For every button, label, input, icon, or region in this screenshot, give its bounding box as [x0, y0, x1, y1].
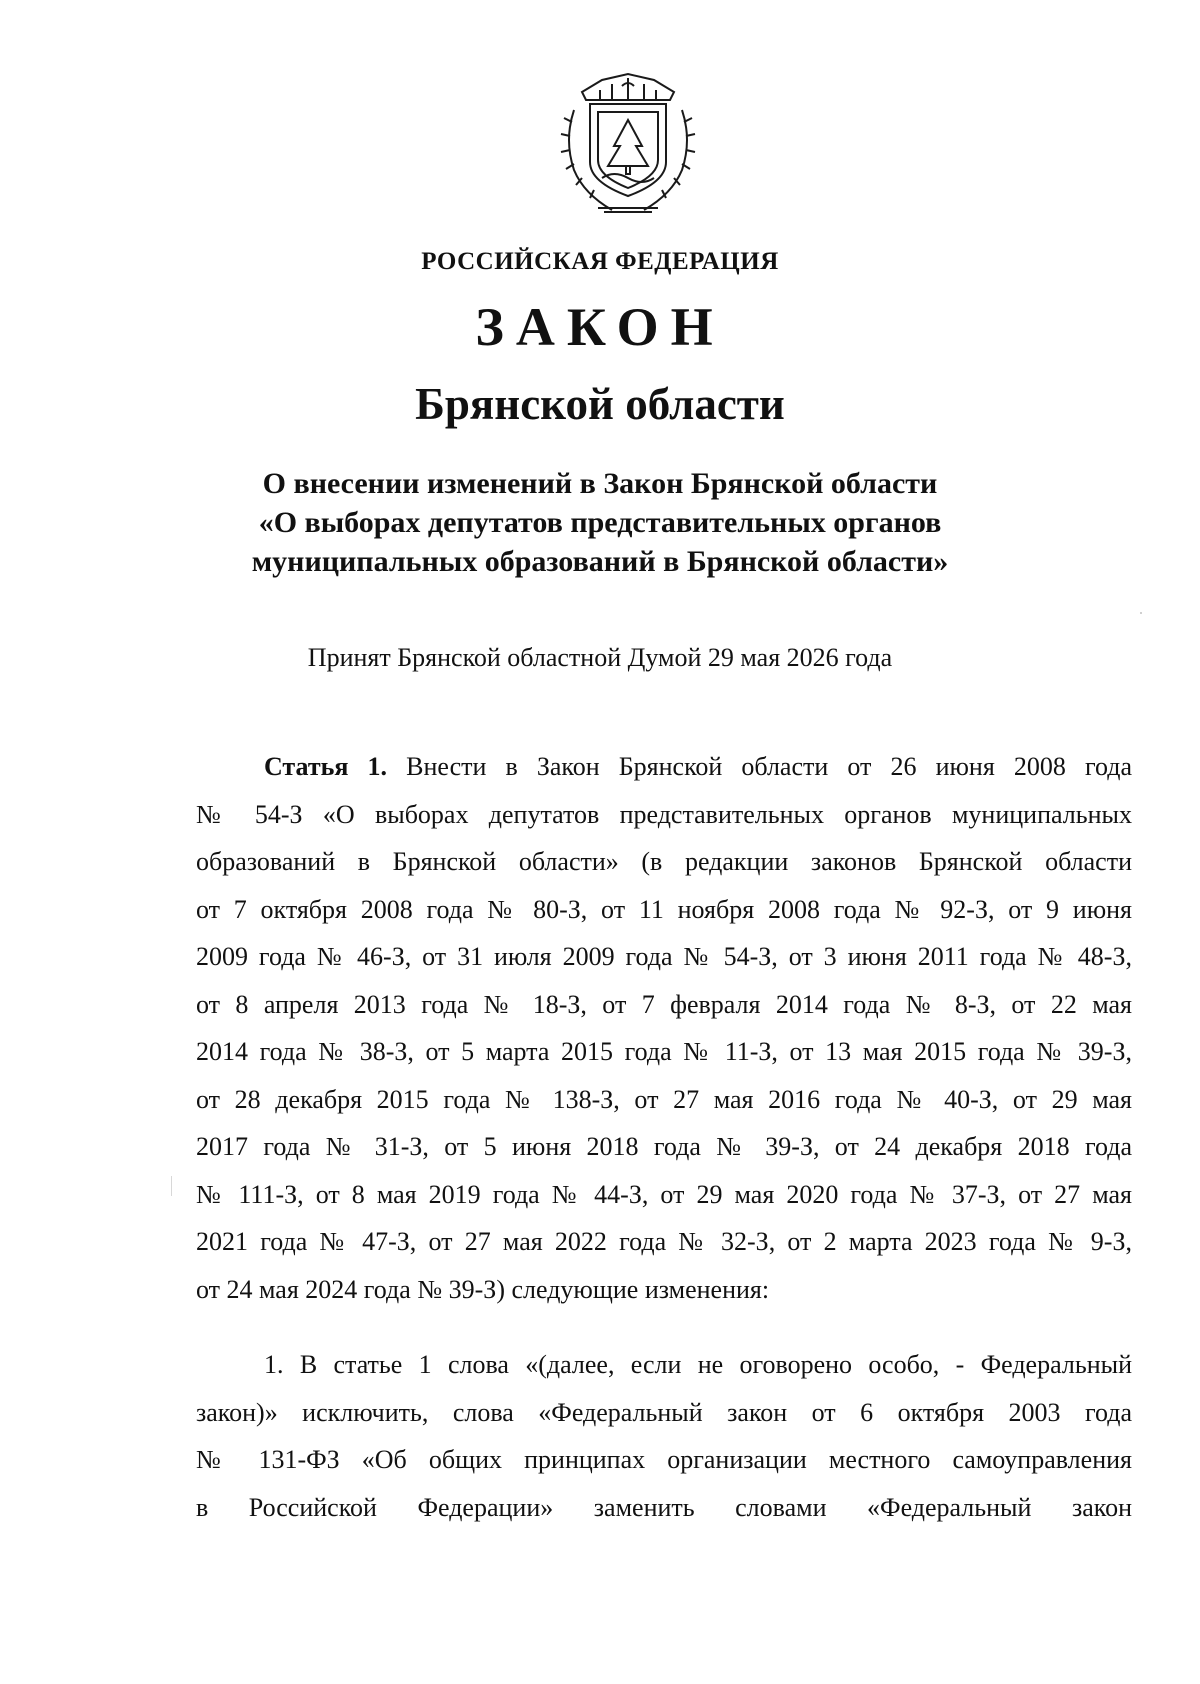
article-1-line: от 24 мая 2024 года № 39-З) следующие изменения: [196, 1274, 770, 1304]
law-title-line: «О выборах депутатов представительных органов [258, 506, 942, 539]
federation-heading: РОССИЙСКАЯ ФЕДЕРАЦИЯ [421, 248, 779, 275]
article-1-paragraph [196, 743, 1132, 1313]
article-1-line: № 111-З, от 8 мая 2019 года № 44-З, от 29 мая 2020 года № 37-З, от 27 мая [196, 1179, 1132, 1209]
article-1-line: 2009 года № 46-З, от 31 июля 2009 года № 54-З, от 3 июня 2011 года № 48-З, [196, 942, 1132, 971]
scan-speck [1140, 612, 1142, 614]
item-1-line: в Российской Федерации» заменить словами «Федеральный закон [196, 1492, 1132, 1522]
article-1-line-text: Внести в Закон Брянской области от 26 июня 2008 года [406, 752, 1133, 781]
scan-margin-mark [171, 1176, 172, 1196]
law-title-line: муниципальных образований в Брянской области» [251, 545, 949, 578]
article-1-line [196, 743, 1132, 791]
article-1-line: 2021 года № 47-З, от 27 мая 2022 года № 32-З, от 2 марта 2023 года № 9-З, [196, 1227, 1132, 1256]
law-heading: ЗАКОН [475, 297, 725, 357]
adoption-note: Принят Брянской областной Думой 29 мая 2026 года [307, 643, 893, 672]
article-label: Статья 1. [264, 752, 388, 781]
item-1-paragraph [196, 1341, 1132, 1531]
article-1-line: 2017 года № 31-З, от 5 июня 2018 года № 39-З, от 24 декабря 2018 года [196, 1132, 1132, 1161]
article-1-line: от 28 декабря 2015 года № 138-З, от 27 мая 2016 года № 40-З, от 29 мая [196, 1084, 1132, 1114]
coat-of-arms-bryansk-icon [552, 70, 704, 220]
item-1-line: № 131-ФЗ «Об общих принципах организации местного самоуправления [196, 1445, 1132, 1474]
law-title-line: О внесении изменений в Закон Брянской области [262, 467, 938, 500]
article-1-line: 2014 года № 38-З, от 5 марта 2015 года № 11-З, от 13 мая 2015 года № 39-З, [196, 1037, 1132, 1066]
article-1-line: от 7 октября 2008 года № 80-З, от 11 ноября 2008 года № 92-З, от 9 июня [196, 894, 1132, 924]
region-heading: Брянской области [415, 379, 785, 429]
article-1-line: № 54-З «О выборах депутатов представительных органов муниципальных [196, 799, 1132, 829]
item-1-line: 1. В статье 1 слова «(далее, если не оговорено особо, - Федеральный [264, 1350, 1132, 1379]
item-1-line: закон)» исключить, слова «Федеральный закон от 6 октября 2003 года [196, 1397, 1132, 1427]
article-1-line: от 8 апреля 2013 года № 18-З, от 7 февраля 2014 года № 8-З, от 22 мая [196, 989, 1132, 1019]
law-title [0, 464, 1200, 581]
article-1-line: образований в Брянской области» (в редакции законов Брянской области [196, 847, 1132, 876]
